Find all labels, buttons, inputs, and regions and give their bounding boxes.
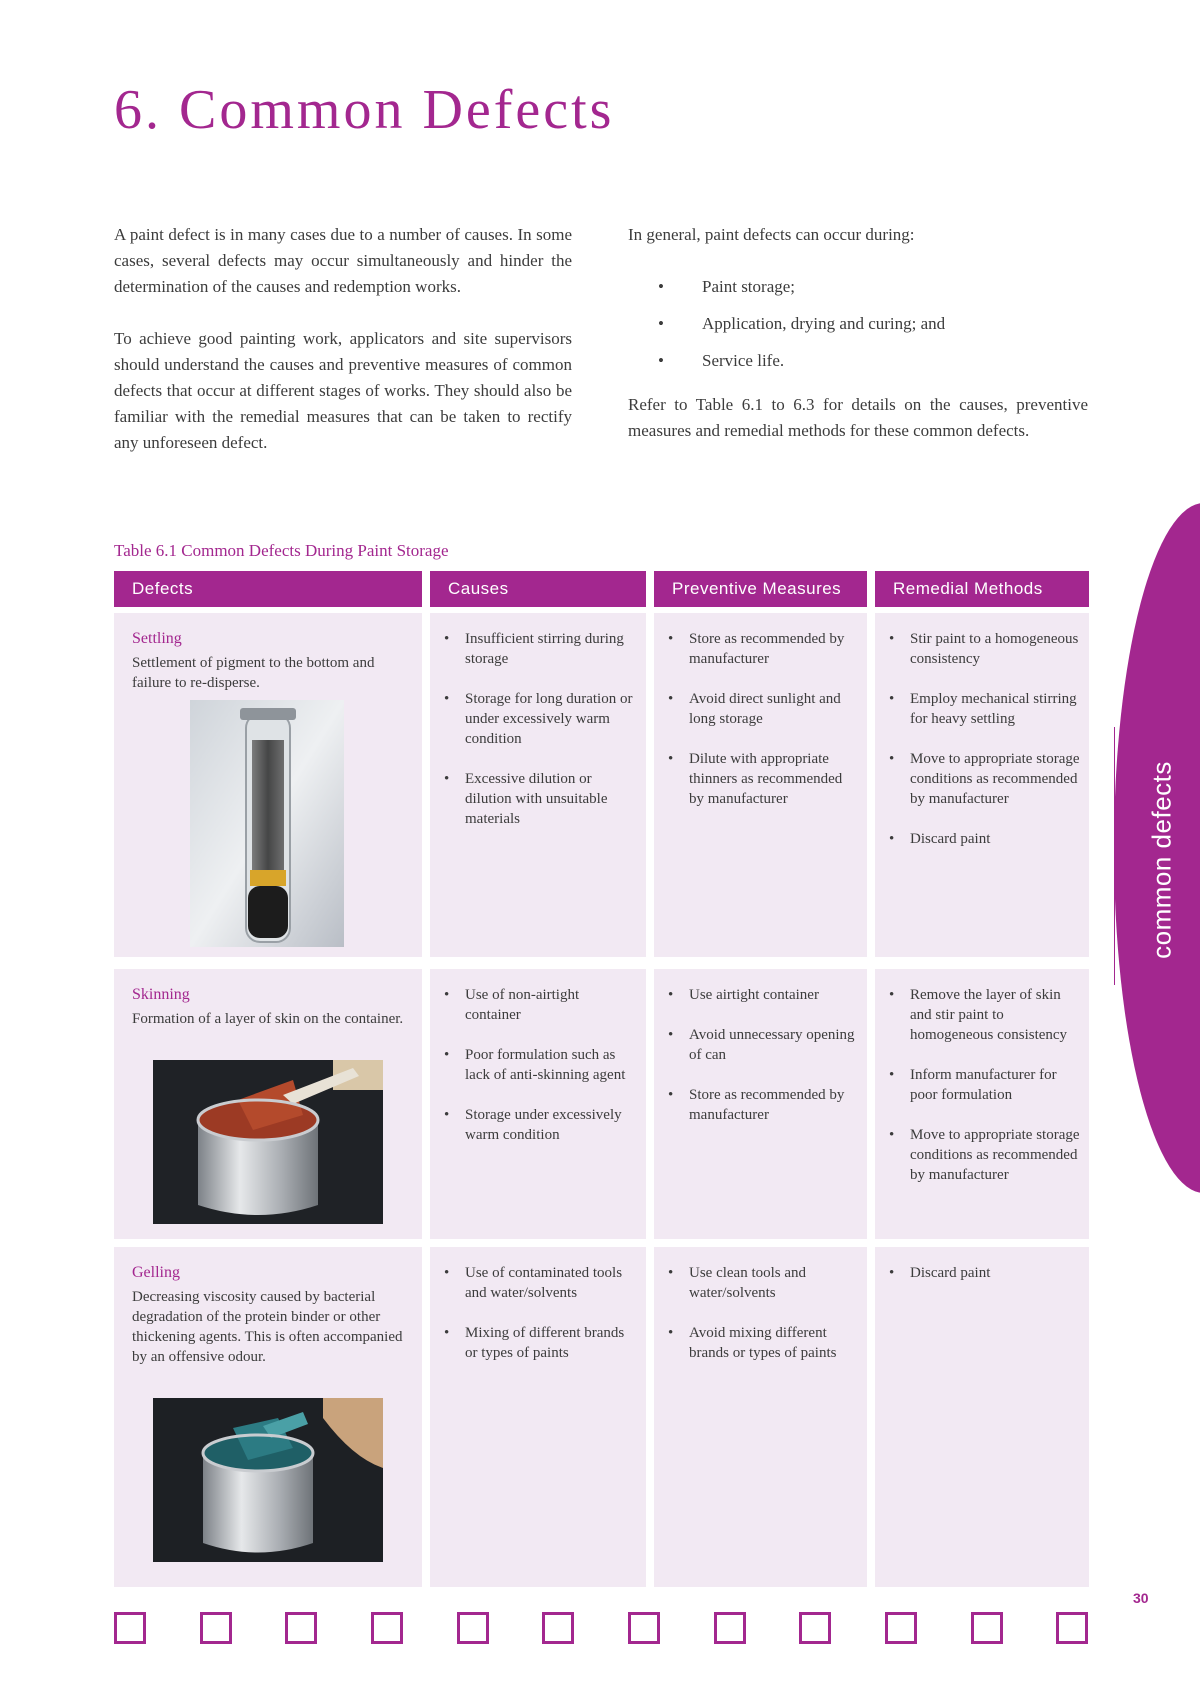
bullet: • <box>444 691 450 707</box>
page-number: 30 <box>1133 1590 1149 1606</box>
intro-paragraph: To achieve good painting work, applicators and site supervisors should understand the causes and preventive measures of common defects that occur at different stages of works. They should also be familiar with the remedial measures that can be taken to rectify any unforeseen defect. <box>114 329 572 452</box>
list-item: • Insufficient stirring during storage <box>444 631 624 667</box>
square-icon <box>885 1612 917 1644</box>
list-item: • Avoid mixing different brands or types of paints <box>668 1325 837 1361</box>
bullet: • <box>889 831 895 847</box>
list-item: • Discard paint <box>889 831 991 847</box>
list-item: • Storage for long duration or under excessively warm condition <box>444 691 633 747</box>
intro-closing: Refer to Table 6.1 to 6.3 for details on the causes, preventive measures and remedial methods for these common defects. <box>628 395 1088 440</box>
intro-left-column <box>114 222 572 482</box>
table-row-skinning-causes <box>430 969 646 1239</box>
defect-name: Gelling <box>132 1264 180 1281</box>
defect-name: Settling <box>132 630 182 647</box>
header-causes: Causes <box>430 571 646 607</box>
square-icon <box>971 1612 1003 1644</box>
list-item: • Employ mechanical stirring for heavy settling <box>889 691 1077 727</box>
table-row-skinning-preventive <box>654 969 867 1239</box>
table-row-skinning-remedial <box>875 969 1089 1239</box>
list-item: • Storage under excessively warm condition <box>444 1107 622 1143</box>
bullet: • <box>889 1067 895 1083</box>
bullet: • <box>889 631 895 647</box>
bullet: • <box>444 1047 450 1063</box>
skinning-photo <box>153 1060 383 1224</box>
preventive-list <box>654 1247 867 1363</box>
bullet: • <box>668 751 674 767</box>
square-icon <box>371 1612 403 1644</box>
bullet: • <box>658 314 664 333</box>
header-preventive: Preventive Measures <box>654 571 867 607</box>
bullet: • <box>668 1265 674 1281</box>
list-item: • Application, drying and curing; and <box>628 311 1088 337</box>
remedial-list <box>875 969 1089 1185</box>
page-title: 6. Common Defects <box>114 79 615 141</box>
bullet: • <box>889 751 895 767</box>
defect-description: Formation of a layer of skin on the container. <box>132 1011 404 1027</box>
square-icon <box>542 1612 574 1644</box>
preventive-list <box>654 613 867 809</box>
bullet: • <box>668 691 674 707</box>
intro-paragraph: A paint defect is in many cases due to a number of causes. In some cases, several defects may occur simultaneously and hinder the determination of the causes and redemption works. <box>114 225 572 296</box>
bullet: • <box>444 1325 450 1341</box>
header-defects: Defects <box>114 571 422 607</box>
list-item: • Inform manufacturer for poor formulation <box>889 1067 1057 1103</box>
bullet: • <box>668 1087 674 1103</box>
defect-description: Settlement of pigment to the bottom and failure to re-disperse. <box>132 655 375 691</box>
header-remedial: Remedial Methods <box>875 571 1089 607</box>
table-row-settling-remedial <box>875 613 1089 957</box>
list-item: • Move to appropriate storage conditions as recommended by manufacturer <box>889 751 1080 807</box>
table-caption: Table 6.1 Common Defects During Paint Storage <box>114 541 449 560</box>
bullet: • <box>444 771 450 787</box>
bullet: • <box>444 1107 450 1123</box>
list-item: • Use airtight container <box>668 987 819 1003</box>
bullet: • <box>889 1265 895 1281</box>
intro-right-column <box>628 222 1088 470</box>
bullet: • <box>444 631 450 647</box>
list-item: • Store as recommended by manufacturer <box>668 631 845 667</box>
causes-list <box>430 969 646 1145</box>
square-icon <box>457 1612 489 1644</box>
list-item: • Service life. <box>628 348 1088 374</box>
bullet: • <box>444 1265 450 1281</box>
table-row-settling-preventive <box>654 613 867 957</box>
list-item: • Paint storage; <box>628 274 1088 300</box>
intro-lead: In general, paint defects can occur during: <box>628 225 915 244</box>
list-item: • Poor formulation such as lack of anti-skinning agent <box>444 1047 626 1083</box>
side-tab-label: common defects <box>1146 761 1177 959</box>
square-icon <box>285 1612 317 1644</box>
table-row-gelling-remedial <box>875 1247 1089 1587</box>
causes-list <box>430 613 646 829</box>
table-row-settling-causes <box>430 613 646 957</box>
table-row-gelling-preventive <box>654 1247 867 1587</box>
stage-list <box>628 274 1088 374</box>
square-icon <box>1056 1612 1088 1644</box>
defect-description: Decreasing viscosity caused by bacterial degradation of the protein binder or other thickening agents. This is often accompanied by an offensive odour. <box>132 1289 403 1365</box>
list-item: • Use clean tools and water/solvents <box>668 1265 807 1301</box>
square-icon <box>799 1612 831 1644</box>
defect-name: Skinning <box>132 986 190 1003</box>
bullet: • <box>668 987 674 1003</box>
list-item: • Use of contaminated tools and water/solvents <box>444 1265 623 1301</box>
footer-squares <box>114 1612 1094 1644</box>
list-item: • Remove the layer of skin and stir paint to homogeneous consistency <box>889 987 1068 1043</box>
bullet: • <box>889 987 895 1003</box>
list-item: • Use of non-airtight container <box>444 987 580 1023</box>
bullet: • <box>889 1127 895 1143</box>
bullet: • <box>444 987 450 1003</box>
list-item: • Move to appropriate storage conditions as recommended by manufacturer <box>889 1127 1080 1183</box>
square-icon <box>714 1612 746 1644</box>
bullet: • <box>658 277 664 296</box>
square-icon <box>200 1612 232 1644</box>
causes-list <box>430 1247 646 1363</box>
square-icon <box>628 1612 660 1644</box>
list-item: • Stir paint to a homogeneous consistency <box>889 631 1079 667</box>
remedial-list <box>875 613 1089 849</box>
table-row-gelling-causes <box>430 1247 646 1587</box>
bullet: • <box>658 351 664 370</box>
settling-photo <box>190 700 344 947</box>
remedial-list <box>875 1247 1089 1283</box>
list-item: • Avoid unnecessary opening of can <box>668 1027 855 1063</box>
bullet: • <box>668 1325 674 1341</box>
list-item: • Avoid direct sunlight and long storage <box>668 691 841 727</box>
bullet: • <box>668 631 674 647</box>
bullet: • <box>668 1027 674 1043</box>
bullet: • <box>889 691 895 707</box>
gelling-photo <box>153 1398 383 1562</box>
preventive-list <box>654 969 867 1125</box>
list-item: • Excessive dilution or dilution with unsuitable materials <box>444 771 608 827</box>
square-icon <box>114 1612 146 1644</box>
list-item: • Discard paint <box>889 1265 991 1281</box>
list-item: • Store as recommended by manufacturer <box>668 1087 845 1123</box>
list-item: • Dilute with appropriate thinners as recommended by manufacturer <box>668 751 843 807</box>
list-item: • Mixing of different brands or types of paints <box>444 1325 625 1361</box>
